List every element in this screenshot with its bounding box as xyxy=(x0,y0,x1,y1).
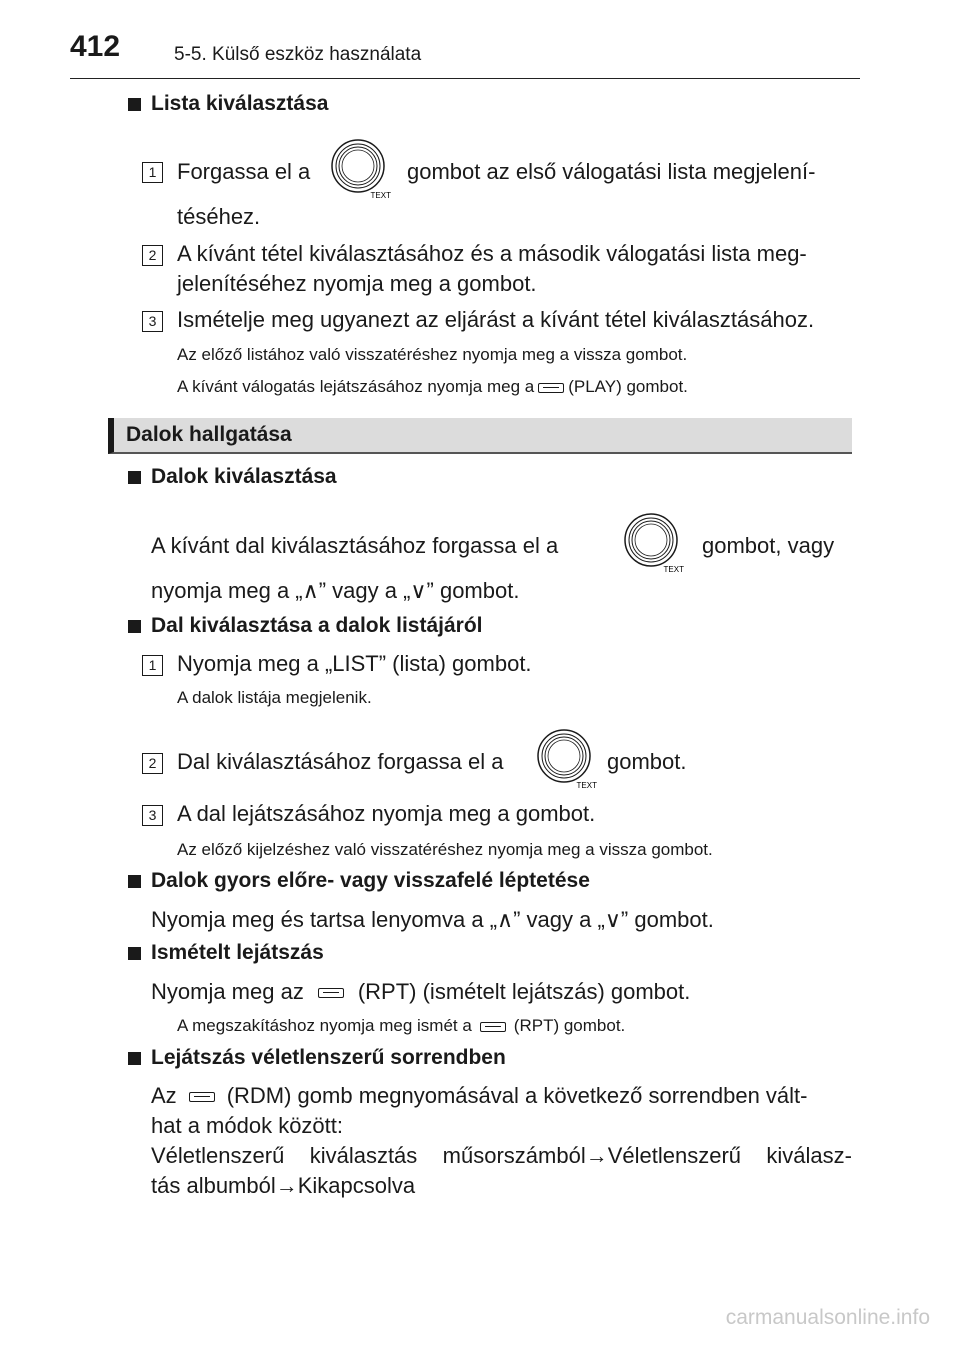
rpt-button-icon xyxy=(480,1022,506,1032)
section-title-repeat: Ismételt lejátszás xyxy=(128,941,324,965)
step-number: 3 xyxy=(142,311,163,332)
section-title-list-select: Lista kiválasztása xyxy=(128,92,328,116)
page-number: 412 xyxy=(70,30,121,63)
tune-knob-icon xyxy=(622,511,684,573)
square-bullet-icon xyxy=(128,620,141,633)
step-number: 2 xyxy=(142,245,163,266)
step-text: A kívánt tétel kiválasztásához és a második válogatási lista meg- xyxy=(177,241,807,266)
body-text: Nyomja meg az (RPT) (ismételt lejátszás) gombot. xyxy=(151,979,691,1004)
step-number: 3 xyxy=(142,805,163,826)
step-text: gombot. xyxy=(607,749,687,774)
body-text: Véletlenszerű kiválasztás műsorszámból→Véletlenszerű kiválasz- xyxy=(151,1143,852,1168)
step-number: 2 xyxy=(142,753,163,774)
svg-text:TEXT: TEXT xyxy=(370,191,391,199)
section-title-song-select: Dalok kiválasztása xyxy=(128,465,337,489)
step-number: 1 xyxy=(142,655,163,676)
note-text: A megszakításhoz nyomja meg ismét a (RPT) gombot. xyxy=(177,1016,626,1035)
svg-text:TEXT: TEXT xyxy=(576,781,597,789)
square-bullet-icon xyxy=(128,471,141,484)
play-button-icon xyxy=(538,383,564,393)
body-text: nyomja meg a „∧” vagy a „∨” gombot. xyxy=(151,578,520,603)
note-text: Az előző listához való visszatéréshez nyomja meg a vissza gombot. xyxy=(177,345,688,364)
body-text: hat a módok között: xyxy=(151,1113,343,1138)
note-text: Az előző kijelzéshez való visszatéréshez nyomja meg a vissza gombot. xyxy=(177,840,713,859)
step-text: A dal lejátszásához nyomja meg a gombot. xyxy=(177,801,596,826)
watermark: carmanualsonline.info xyxy=(725,1306,930,1329)
note-text: A dalok listája megjelenik. xyxy=(177,688,372,707)
svg-text:TEXT: TEXT xyxy=(663,565,684,573)
square-bullet-icon xyxy=(128,1052,141,1065)
step-number: 1 xyxy=(142,162,163,183)
step-text: Forgassa el a xyxy=(177,159,311,184)
body-text: Az (RDM) gomb megnyomásával a következő sorrendben vált- xyxy=(151,1083,808,1108)
section-bar: Dalok hallgatása xyxy=(108,418,852,454)
step-text: jelenítéséhez nyomja meg a gombot. xyxy=(177,271,537,296)
rpt-button-icon xyxy=(318,988,344,998)
body-text: Nyomja meg és tartsa lenyomva a „∧” vagy a „∨” gombot. xyxy=(151,907,714,932)
step-text: téséhez. xyxy=(177,204,261,229)
note-text: A kívánt válogatás lejátszásához nyomja meg a (PLAY) gombot. xyxy=(177,377,688,396)
square-bullet-icon xyxy=(128,875,141,888)
body-text: gombot, vagy xyxy=(702,533,835,558)
section-title-random: Lejátszás véletlenszerű sorrendben xyxy=(128,1046,506,1070)
section-title-song-list: Dal kiválasztása a dalok listájáról xyxy=(128,614,483,638)
square-bullet-icon xyxy=(128,947,141,960)
tune-knob-icon xyxy=(535,727,597,789)
step-text: Nyomja meg a „LIST” (lista) gombot. xyxy=(177,651,532,676)
body-text: tás albumból→Kikapcsolva xyxy=(151,1173,416,1198)
square-bullet-icon xyxy=(128,98,141,111)
header-rule xyxy=(70,78,860,79)
step-text: Dal kiválasztásához forgassa el a xyxy=(177,749,504,774)
chapter-title: 5-5. Külső eszköz használata xyxy=(174,44,422,65)
step-text: gombot az első válogatási lista megjelení- xyxy=(407,159,816,184)
section-title-fast-forward: Dalok gyors előre- vagy visszafelé léptetése xyxy=(128,869,590,893)
step-text: Ismételje meg ugyanezt az eljárást a kívánt tétel kiválasztásához. xyxy=(177,307,815,332)
tune-knob-icon xyxy=(329,137,391,199)
body-text: A kívánt dal kiválasztásához forgassa el a xyxy=(151,533,559,558)
rdm-button-icon xyxy=(189,1092,215,1102)
